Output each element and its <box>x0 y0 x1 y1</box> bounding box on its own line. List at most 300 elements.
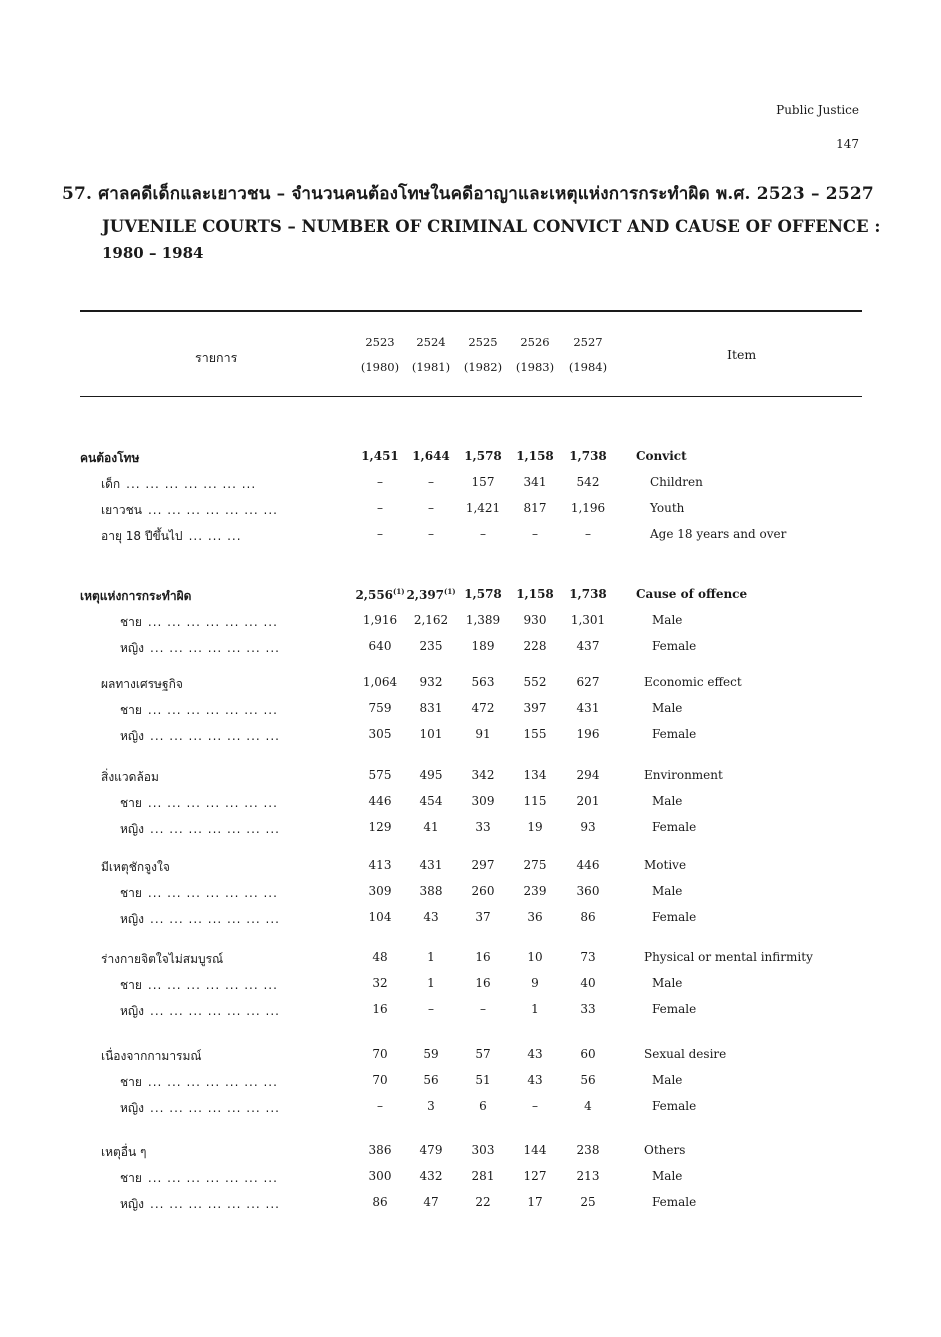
value-cell <box>562 858 614 872</box>
value-text: 386 <box>368 1143 392 1157</box>
row-label-english: Environment <box>644 768 723 782</box>
table-title-thai: 57. ศาลคดีเด็กและเยาวชน – จำนวนคนต้องโทษในคดีอาญาและเหตุแห่งการกระทำผิด พ.ศ. 2523 – 2527 <box>62 184 874 204</box>
value-cell <box>405 820 457 834</box>
row-label-text: ชาย <box>120 615 142 629</box>
value-cell <box>562 675 614 689</box>
table-row <box>0 523 941 549</box>
row-label-thai <box>120 910 280 929</box>
value-text: 40 <box>580 976 596 990</box>
year-gregorian: (1981) <box>411 360 451 374</box>
row-label-thai <box>120 820 280 839</box>
value-text: 275 <box>523 858 547 872</box>
value-text: 1 <box>531 1002 539 1016</box>
value-cell <box>562 768 614 782</box>
value-text: 32 <box>372 976 388 990</box>
value-text: 294 <box>576 768 600 782</box>
value-text: 16 <box>475 976 491 990</box>
value-text: 239 <box>523 884 547 898</box>
value-cell <box>509 449 561 463</box>
value-cell <box>509 1195 561 1209</box>
row-label-thai <box>120 727 280 746</box>
value-text: 1 <box>427 950 435 964</box>
value-cell <box>354 820 406 834</box>
value-cell <box>354 587 406 602</box>
year-thai: 2525 <box>468 335 498 349</box>
value-cell <box>457 1002 509 1016</box>
value-cell <box>562 449 614 463</box>
table-row <box>0 1069 941 1095</box>
value-cell <box>509 1073 561 1087</box>
value-text: 1,158 <box>516 449 554 463</box>
value-text: – <box>532 1099 538 1113</box>
table-row <box>0 497 941 523</box>
row-label-english: Male <box>652 1073 683 1087</box>
value-text: 9 <box>531 976 539 990</box>
value-text: 640 <box>368 639 392 653</box>
value-cell <box>354 1047 406 1061</box>
value-text: 91 <box>475 727 491 741</box>
row-label-text: ชาย <box>120 886 142 900</box>
row-label-text: คนต้องโทษ <box>80 451 140 465</box>
row-label-thai <box>120 1099 280 1118</box>
row-label-english: Male <box>652 613 683 627</box>
row-label-text: หญิง <box>120 1004 144 1018</box>
footnote-marker: (1) <box>444 587 456 596</box>
leader-dots: ... ... ... ... ... ... ... <box>150 1004 280 1018</box>
value-text: 36 <box>527 910 543 924</box>
value-text: 260 <box>471 884 495 898</box>
value-cell <box>405 794 457 808</box>
leader-dots: ... ... ... ... ... ... ... <box>147 1171 278 1185</box>
value-cell <box>562 976 614 990</box>
value-cell <box>457 587 509 601</box>
value-cell <box>562 501 614 515</box>
value-cell <box>354 1169 406 1183</box>
value-text: – <box>532 527 538 541</box>
value-text: 2,162 <box>413 613 449 627</box>
value-cell <box>562 1195 614 1209</box>
row-label-thai <box>80 449 139 468</box>
value-cell <box>405 1002 457 1016</box>
table-title-english-years: 1980 – 1984 <box>102 244 204 262</box>
value-text: 47 <box>423 1195 439 1209</box>
value-cell <box>562 639 614 653</box>
value-text: 552 <box>523 675 547 689</box>
value-text: 1,738 <box>569 449 607 463</box>
value-cell <box>509 820 561 834</box>
value-cell <box>562 884 614 898</box>
value-text: 129 <box>368 820 392 834</box>
value-text: 1,738 <box>569 587 607 601</box>
value-text: 309 <box>471 794 495 808</box>
row-label-thai <box>120 701 278 720</box>
value-cell <box>457 701 509 715</box>
value-cell <box>457 475 509 489</box>
row-label-english: Female <box>652 910 697 924</box>
value-text: 201 <box>576 794 600 808</box>
row-label-text: ชาย <box>120 1075 142 1089</box>
row-label-english: Physical or mental infirmity <box>644 950 813 964</box>
row-label-thai <box>101 675 183 694</box>
value-text: 495 <box>419 768 443 782</box>
value-cell <box>562 794 614 808</box>
value-cell <box>457 768 509 782</box>
value-text: 1,301 <box>570 613 606 627</box>
row-label-text: หญิง <box>120 1197 144 1211</box>
value-cell <box>354 501 406 515</box>
value-cell <box>354 910 406 924</box>
table-row <box>0 854 941 880</box>
value-cell <box>562 1073 614 1087</box>
value-text: 235 <box>419 639 443 653</box>
row-label-text: หญิง <box>120 641 144 655</box>
value-text: 563 <box>471 675 495 689</box>
table-row <box>0 880 941 906</box>
value-cell <box>354 727 406 741</box>
value-cell <box>354 768 406 782</box>
leader-dots: ... ... ... ... ... ... ... <box>150 729 280 743</box>
value-cell <box>562 950 614 964</box>
value-cell <box>562 587 614 601</box>
table-row <box>0 697 941 723</box>
value-cell <box>405 884 457 898</box>
value-cell <box>457 1047 509 1061</box>
value-cell <box>562 727 614 741</box>
value-cell <box>457 820 509 834</box>
value-text: 305 <box>368 727 392 741</box>
value-text: 33 <box>580 1002 596 1016</box>
value-text: 86 <box>372 1195 388 1209</box>
value-cell <box>405 527 457 541</box>
value-text: 10 <box>527 950 543 964</box>
value-cell <box>354 1099 406 1113</box>
value-cell <box>509 1099 561 1113</box>
value-text: 1,421 <box>465 501 501 515</box>
value-text: 56 <box>580 1073 596 1087</box>
table-row <box>0 1165 941 1191</box>
row-label-text: อายุ 18 ปีขึ้นไป <box>101 529 183 543</box>
value-cell <box>354 950 406 964</box>
year-header-column <box>562 330 614 380</box>
table-row <box>0 609 941 635</box>
value-text: 189 <box>471 639 495 653</box>
value-cell <box>354 675 406 689</box>
row-label-text: หญิง <box>120 912 144 926</box>
footnote-marker: (1) <box>393 587 405 596</box>
value-text: 4 <box>584 1099 592 1113</box>
value-cell <box>509 613 561 627</box>
value-text: 134 <box>523 768 547 782</box>
value-cell <box>405 1169 457 1183</box>
year-header-column <box>354 330 406 380</box>
value-cell <box>457 675 509 689</box>
leader-dots: ... ... ... ... ... ... ... <box>147 796 278 810</box>
value-cell <box>457 1143 509 1157</box>
value-cell <box>354 858 406 872</box>
value-text: 73 <box>580 950 596 964</box>
value-cell <box>562 1169 614 1183</box>
table-row <box>0 1095 941 1121</box>
value-cell <box>509 701 561 715</box>
row-label-english: Female <box>652 1099 697 1113</box>
value-cell <box>405 449 457 463</box>
value-cell <box>457 910 509 924</box>
value-text: 56 <box>423 1073 439 1087</box>
table-row <box>0 790 941 816</box>
value-cell <box>509 1143 561 1157</box>
row-label-text: เหตุอื่น ๆ <box>101 1145 147 1159</box>
row-label-text: มีเหตุชักจูงใจ <box>101 860 170 874</box>
value-cell <box>562 527 614 541</box>
value-cell <box>405 613 457 627</box>
value-text: 1,578 <box>464 449 502 463</box>
value-cell <box>457 527 509 541</box>
value-text: – <box>480 527 486 541</box>
table-row <box>0 471 941 497</box>
row-label-english: Motive <box>644 858 687 872</box>
row-label-text: หญิง <box>120 1101 144 1115</box>
year-header-column <box>457 330 509 380</box>
value-text: 360 <box>576 884 600 898</box>
year-gregorian: (1980) <box>360 360 400 374</box>
value-text: 397 <box>523 701 547 715</box>
value-text: 6 <box>479 1099 487 1113</box>
value-text: 627 <box>576 675 600 689</box>
table-top-rule <box>80 310 862 312</box>
value-text: – <box>377 475 383 489</box>
value-text: 297 <box>471 858 495 872</box>
value-text: 37 <box>475 910 491 924</box>
value-text: 1,644 <box>412 449 450 463</box>
value-text: 196 <box>576 727 600 741</box>
row-label-thai <box>101 1143 146 1162</box>
row-label-english: Female <box>652 820 697 834</box>
value-text: 155 <box>523 727 547 741</box>
table-row <box>0 583 941 609</box>
leader-dots: ... ... ... ... ... ... ... <box>147 703 278 717</box>
value-text: 446 <box>368 794 392 808</box>
row-label-english: Age 18 years and over <box>650 527 787 541</box>
year-gregorian: (1983) <box>515 360 555 374</box>
value-text: 479 <box>419 1143 443 1157</box>
value-cell <box>509 727 561 741</box>
value-cell <box>509 587 561 601</box>
leader-dots: ... ... ... ... ... ... ... <box>150 1197 280 1211</box>
value-cell <box>354 613 406 627</box>
value-text: 86 <box>580 910 596 924</box>
value-text: 57 <box>475 1047 491 1061</box>
running-head: Public Justice <box>776 103 859 117</box>
table-title-english: JUVENILE COURTS – NUMBER OF CRIMINAL CONVICT AND CAUSE OF OFFENCE : <box>102 217 881 236</box>
value-text: 16 <box>475 950 491 964</box>
value-text: 2,556 <box>355 588 394 602</box>
value-text: – <box>428 527 434 541</box>
year-thai: 2526 <box>520 335 550 349</box>
value-cell <box>354 1195 406 1209</box>
row-label-english: Others <box>644 1143 686 1157</box>
row-label-text: หญิง <box>120 729 144 743</box>
value-cell <box>509 794 561 808</box>
value-cell <box>354 884 406 898</box>
value-cell <box>405 1073 457 1087</box>
value-text: 431 <box>419 858 443 872</box>
row-label-english: Cause of offence <box>636 587 748 601</box>
row-label-thai <box>120 976 278 995</box>
table-row <box>0 998 941 1024</box>
value-cell <box>405 475 457 489</box>
value-cell <box>457 639 509 653</box>
row-label-english: Male <box>652 794 683 808</box>
row-label-thai <box>101 475 256 494</box>
row-label-english: Male <box>652 701 683 715</box>
leader-dots: ... ... ... <box>188 529 242 543</box>
page-number: 147 <box>836 137 859 151</box>
value-cell <box>354 701 406 715</box>
row-label-thai <box>101 1047 202 1066</box>
value-cell <box>457 727 509 741</box>
value-text: 303 <box>471 1143 495 1157</box>
value-text: 41 <box>423 820 439 834</box>
value-text: 101 <box>419 727 443 741</box>
row-label-thai <box>120 1195 280 1214</box>
value-cell <box>457 613 509 627</box>
value-text: 446 <box>576 858 600 872</box>
row-label-thai <box>120 884 278 903</box>
value-cell <box>457 1169 509 1183</box>
value-cell <box>457 1099 509 1113</box>
leader-dots: ... ... ... ... ... ... ... <box>150 1101 280 1115</box>
table-row <box>0 816 941 842</box>
row-label-text: ผลทางเศรษฐกิจ <box>101 677 183 691</box>
table-row <box>0 445 941 471</box>
leader-dots: ... ... ... ... ... ... ... <box>126 477 257 491</box>
value-cell <box>509 768 561 782</box>
row-label-english: Female <box>652 1195 697 1209</box>
row-label-english: Male <box>652 976 683 990</box>
value-cell <box>457 1195 509 1209</box>
value-text: 932 <box>419 675 443 689</box>
value-text: 19 <box>527 820 543 834</box>
value-cell <box>405 1143 457 1157</box>
value-text: 60 <box>580 1047 596 1061</box>
value-cell <box>354 1073 406 1087</box>
value-cell <box>509 1047 561 1061</box>
row-label-thai <box>101 501 278 520</box>
year-thai: 2527 <box>573 335 603 349</box>
value-text: 431 <box>576 701 600 715</box>
value-text: 104 <box>368 910 392 924</box>
table-row <box>0 764 941 790</box>
value-cell <box>457 794 509 808</box>
row-label-text: ชาย <box>120 703 142 717</box>
row-label-thai <box>120 1073 278 1092</box>
value-cell <box>405 1099 457 1113</box>
row-label-text: ชาย <box>120 1171 142 1185</box>
row-label-text: เยาวชน <box>101 503 142 517</box>
row-label-english: Convict <box>636 449 687 463</box>
row-label-thai <box>120 794 278 813</box>
value-text: 238 <box>576 1143 600 1157</box>
table-row <box>0 972 941 998</box>
leader-dots: ... ... ... ... ... ... ... <box>150 822 280 836</box>
value-cell <box>562 1002 614 1016</box>
value-cell <box>509 1169 561 1183</box>
value-cell <box>354 1002 406 1016</box>
table-header-rule <box>80 396 862 397</box>
value-text: 1,196 <box>570 501 606 515</box>
leader-dots: ... ... ... ... ... ... ... <box>147 978 278 992</box>
value-cell <box>405 950 457 964</box>
value-text: 388 <box>419 884 443 898</box>
value-cell <box>354 639 406 653</box>
table-row <box>0 946 941 972</box>
table-row <box>0 671 941 697</box>
leader-dots: ... ... ... ... ... ... ... <box>150 641 280 655</box>
value-cell <box>405 1195 457 1209</box>
value-cell <box>405 858 457 872</box>
value-text: 1,158 <box>516 587 554 601</box>
value-text: 16 <box>372 1002 388 1016</box>
row-label-text: ชาย <box>120 796 142 810</box>
value-text: 930 <box>523 613 547 627</box>
header-item-english: Item <box>727 347 757 362</box>
row-label-text: เหตุแห่งการกระทำผิด <box>80 589 192 603</box>
value-cell <box>457 858 509 872</box>
value-cell <box>405 768 457 782</box>
row-label-english: Economic effect <box>644 675 742 689</box>
row-label-text: หญิง <box>120 822 144 836</box>
row-label-thai <box>101 768 159 787</box>
value-text: 70 <box>372 1047 388 1061</box>
table-row <box>0 1139 941 1165</box>
row-label-english: Male <box>652 1169 683 1183</box>
row-label-text: เด็ก <box>101 477 121 491</box>
row-label-thai <box>120 613 278 632</box>
value-cell <box>457 976 509 990</box>
value-cell <box>354 1143 406 1157</box>
value-cell <box>509 501 561 515</box>
value-cell <box>509 1002 561 1016</box>
value-cell <box>405 976 457 990</box>
value-text: – <box>428 475 434 489</box>
row-label-text: เนื่องจากกามารมณ์ <box>101 1049 202 1063</box>
value-text: 93 <box>580 820 596 834</box>
value-text: – <box>585 527 591 541</box>
value-text: – <box>377 527 383 541</box>
value-cell <box>354 976 406 990</box>
value-cell <box>562 475 614 489</box>
value-cell <box>509 475 561 489</box>
leader-dots: ... ... ... ... ... ... ... <box>147 615 278 629</box>
value-cell <box>562 613 614 627</box>
value-cell <box>405 910 457 924</box>
leader-dots: ... ... ... ... ... ... ... <box>147 886 278 900</box>
row-label-thai <box>80 587 191 606</box>
value-cell <box>354 527 406 541</box>
value-cell <box>354 794 406 808</box>
value-text: 43 <box>423 910 439 924</box>
value-text: 1,064 <box>362 675 398 689</box>
year-thai: 2524 <box>416 335 446 349</box>
value-text: 115 <box>523 794 547 808</box>
leader-dots: ... ... ... ... ... ... ... <box>147 1075 278 1089</box>
value-text: 48 <box>372 950 388 964</box>
year-header-column <box>405 330 457 380</box>
value-text: 281 <box>471 1169 495 1183</box>
value-cell <box>457 449 509 463</box>
value-text: 817 <box>523 501 547 515</box>
value-text: 342 <box>471 768 495 782</box>
